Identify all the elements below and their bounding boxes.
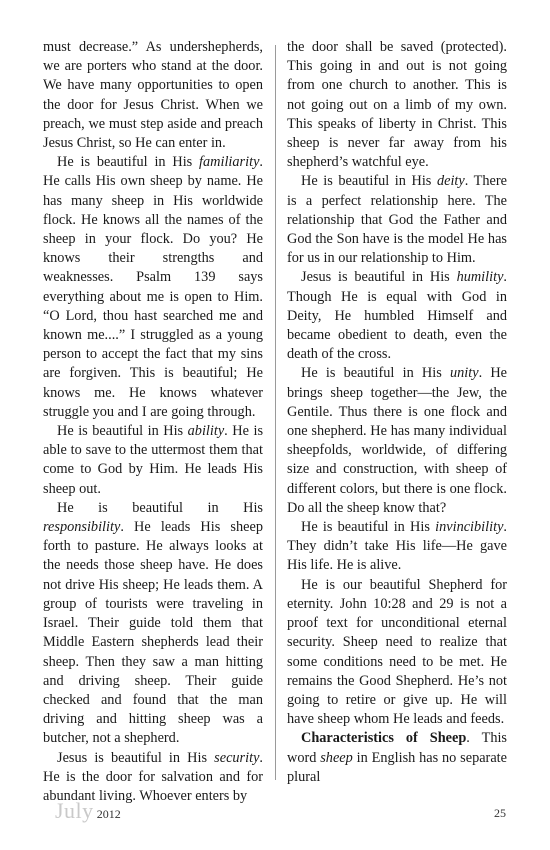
paragraph-text: He is beautiful in His [57,154,200,171]
paragraph-text: must decrease.” As undershepherds, we are porters who stand at the door. We have many opportunities to open the door for Jesus Christ. When we preach, we must step aside and preach Jesus Christ, so He can enter in. [43,39,263,152]
paragraph-text: He is beautiful in His [301,173,437,190]
emphasis: sheep [320,749,353,766]
column-divider [275,45,276,780]
paragraph [43,38,263,153]
paragraph-text: . Though He is equal with God in Deity, He humbled Himself and became obedient to death, even the death of the cross. [287,269,507,363]
emphasis: familiarity [199,154,260,171]
paragraph-text: He is beautiful in His [301,519,436,536]
page-number: 25 [494,806,506,820]
paragraph-text: Jesus is beautiful in His [301,269,457,286]
paragraph [287,364,507,518]
paragraph-text: . There is a perfect relationship here. The relationship that God the Father and God the Son have is the model He has for us in our relationship to Him. [287,173,507,267]
paragraph-text: He is beautiful in His [57,499,263,516]
paragraph [287,172,507,268]
paragraph-text: . This word [287,730,508,766]
paragraph [43,499,263,749]
emphasis: security [214,749,260,766]
paragraph [287,268,507,364]
paragraph-text: . He calls His own sheep by name. He has many sheep in His worldwide flock. He knows all the names of the sheep in your flock. Do you? He knows their strengths and weaknesses. Psalm 139 says everything about me is open to Him. “O Lord, thou hast searched me and known me....” I struggled as a young person to accept the fact that my sins are forgiven. This is beautiful; He knows me. He knows whatever struggle you and I are going through. [43,154,263,420]
paragraph [43,153,263,422]
paragraph-text: . He is the door for salvation and for abundant living. Whoever enters by [43,749,263,804]
issue-date [55,798,121,824]
paragraph-text: He is our beautiful Shepherd for eternity. John 10:28 and 29 is not a proof text for unconditional eternal security. Sheep need to realize that some conditions need to be met. He remains the Good Shepherd. He’s not going to retire or give up. He will have sheep whom He leads and feeds. [287,576,507,728]
paragraph-text: the door shall be saved (protected). This going in and out is not going from one church to another. This is not going out on a limb of my own. This speaks of liberty in Christ. This sheep is never far away from his shepherd’s watchful eye. [287,39,507,171]
paragraph [287,576,507,730]
paragraph [287,38,507,172]
issue-year: 2012 [96,807,121,821]
left-column [43,38,263,806]
emphasis: unity [449,365,479,382]
paragraph-text: Jesus is beautiful in His [57,749,215,766]
section-heading: Characteristics of Sheep [301,730,467,747]
paragraph-text: . He leads His sheep forth to pasture. He always looks at the needs those sheep have. He does not drive His sheep; He leads them. A group of tourists were traveling in Israel. Their guide told them that Middle Eastern shepherds lead their sheep. Then they saw a man hitting and driving sheep. Their guide checked and found that the man driving and hitting sheep was a butcher, not a shepherd. [43,519,263,747]
emphasis: deity [436,173,465,190]
paragraph-text: in English has no separate plural [287,749,507,785]
paragraph-text: He is beautiful in His [301,365,450,382]
paragraph-text: . They didn’t take His life—He gave His life. He is alive. [287,519,507,574]
paragraph-text: He is beautiful in His [57,423,188,440]
paragraph [287,518,507,576]
issue-month: July [55,798,94,823]
paragraph-text: . He is able to save to the uttermost them that come to God by Him. He leads His sheep out. [43,423,264,497]
paragraph [287,729,507,787]
emphasis: invincibility [435,519,504,536]
paragraph [43,422,263,499]
right-column [287,38,507,787]
emphasis: responsibility [43,519,121,536]
emphasis: ability [187,423,225,440]
paragraph-text: . He brings sheep together—the Jew, the Gentile. Thus there is one flock and one shepherd. He has many individual sheepfolds, worldwide, of differing size and construction, with sheep of different colors, but there is one flock. Do all the sheep know that? [287,365,507,516]
emphasis: humility [456,269,504,286]
